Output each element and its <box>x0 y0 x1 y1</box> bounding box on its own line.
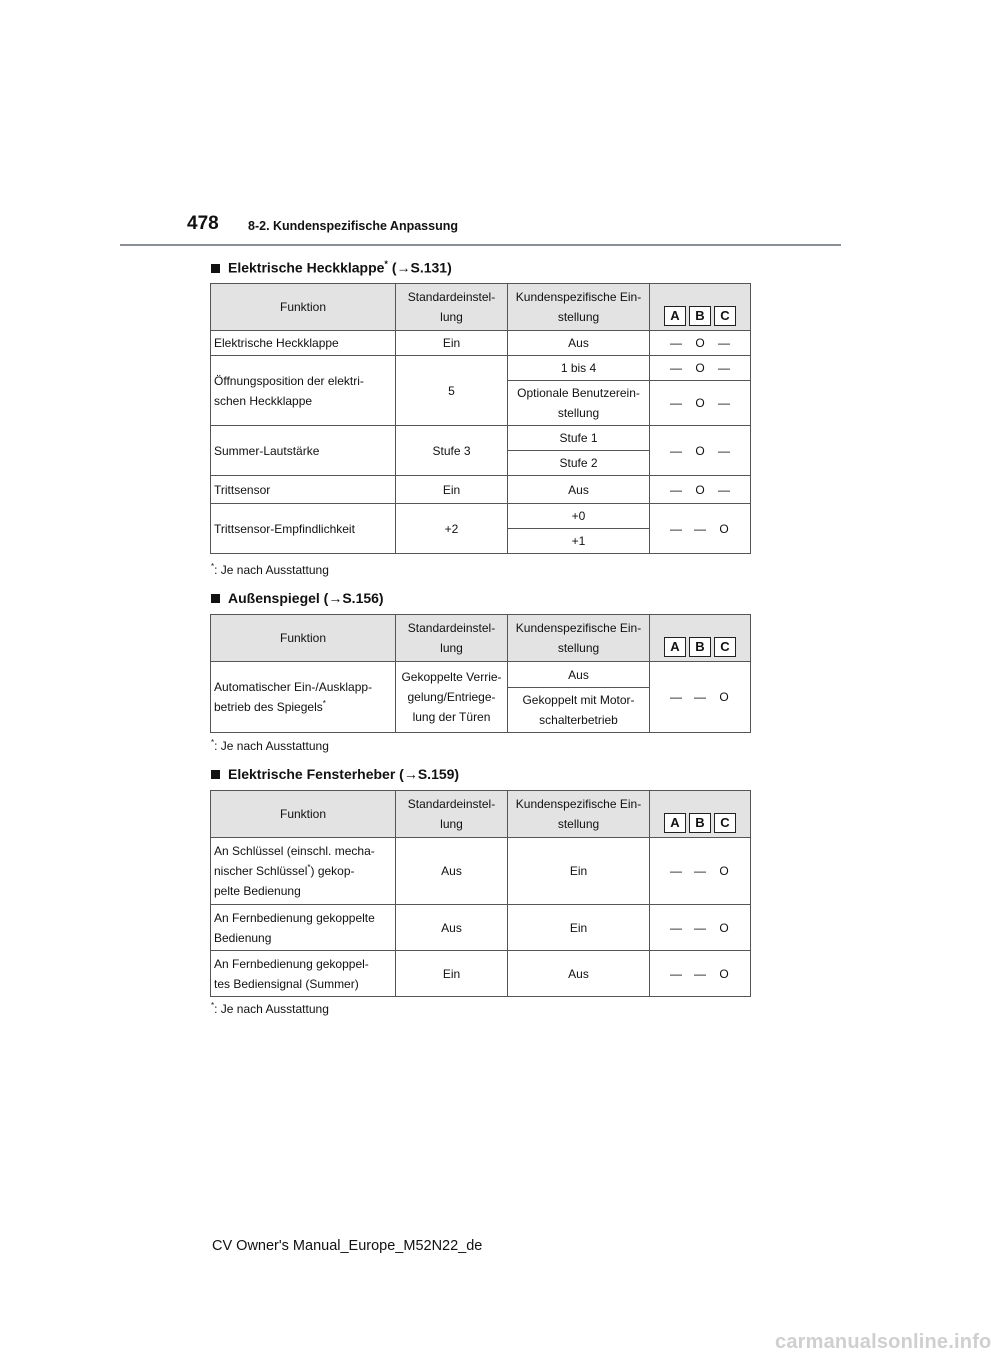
mark-c: — <box>718 443 730 458</box>
mark-b: — <box>694 864 706 878</box>
chapter-title: 8-2. Kundenspezifische Anpassung <box>248 219 458 233</box>
mark-b: O <box>695 361 705 375</box>
label-a: A <box>664 306 686 326</box>
table-row <box>211 331 751 356</box>
page-reference[interactable]: (→S.131) <box>387 259 452 276</box>
section-title: Außenspiegel <box>228 590 320 606</box>
table-row <box>211 426 751 451</box>
mark-b: — <box>694 966 706 981</box>
cell-funktion <box>211 838 396 905</box>
section-heading-fensterheber <box>211 766 459 782</box>
cell-custom: Stufe 1 <box>508 426 650 451</box>
page-reference[interactable]: (→S.159) <box>395 766 460 782</box>
cell-standard: Ein <box>396 331 508 356</box>
bullet-square-icon <box>211 264 220 273</box>
asterisk: * <box>211 1001 215 1010</box>
mark-c: — <box>718 396 730 410</box>
header-rule <box>120 244 841 246</box>
col-custom: Kundenspezifische Ein- stellung <box>508 791 650 838</box>
col-standard: Standardeinstel- lung <box>396 791 508 838</box>
label-b: B <box>689 306 711 326</box>
cell-custom: +1 <box>508 529 650 554</box>
col-abc <box>650 615 751 662</box>
asterisk: * <box>307 863 311 872</box>
cell-custom: Gekoppelt mit Motor- schalterbetrieb <box>508 688 650 733</box>
mark-b: O <box>695 443 705 458</box>
cell-funktion: Trittsensor-Empfindlichkeit <box>211 504 396 554</box>
cell-funktion-line: pelte Bedienung <box>214 884 301 898</box>
cell-standard: Aus <box>396 905 508 951</box>
table-fensterheber <box>210 790 751 997</box>
table-row <box>211 504 751 529</box>
cell-funktion: Trittsensor <box>211 476 396 504</box>
mark-b: O <box>695 396 705 410</box>
label-b: B <box>689 813 711 833</box>
section-heading-heckklappe <box>211 259 452 276</box>
table-row <box>211 838 751 905</box>
col-funktion: Funktion <box>211 615 396 662</box>
cell-funktion: Summer-Lautstärke <box>211 426 396 476</box>
footnote-text: : Je nach Ausstattung <box>214 739 329 753</box>
mark-c: O <box>719 690 729 704</box>
cell-standard: 5 <box>396 356 508 426</box>
cell-custom: Aus <box>508 662 650 688</box>
section-title: Elektrische Heckklappe <box>228 259 385 276</box>
cell-funktion: Öffnungsposition der elektri- schen Heckklappe <box>211 356 396 426</box>
bullet-square-icon <box>211 594 220 603</box>
col-funktion: Funktion <box>211 284 396 331</box>
table-row <box>211 951 751 997</box>
mark-b: — <box>694 920 706 935</box>
label-a: A <box>664 637 686 657</box>
mark-a: — <box>670 443 682 458</box>
mark-c: — <box>718 336 730 350</box>
col-standard: Standardeinstel- lung <box>396 284 508 331</box>
footnote-text: : Je nach Ausstattung <box>214 1002 329 1016</box>
watermark: carmanualsonline.info <box>775 1331 991 1353</box>
cell-funktion-line: betrieb des Spiegels <box>214 700 323 714</box>
page-reference[interactable]: (→S.156) <box>319 590 384 606</box>
footnote <box>211 738 329 753</box>
cell-custom: +0 <box>508 504 650 529</box>
footnote-text: : Je nach Ausstattung <box>214 563 329 577</box>
footer-text: CV Owner's Manual_Europe_M52N22_de <box>212 1238 483 1254</box>
col-standard: Standardeinstel- lung <box>396 615 508 662</box>
footnote <box>211 1001 329 1016</box>
mark-c: O <box>719 966 729 981</box>
cell-standard: Aus <box>396 838 508 905</box>
cell-funktion-line: Automatischer Ein-/Ausklapp- <box>214 680 373 694</box>
label-c: C <box>714 306 736 326</box>
col-custom: Kundenspezifische Ein- stellung <box>508 284 650 331</box>
cell-custom: Stufe 2 <box>508 451 650 476</box>
cell-custom: Ein <box>508 838 650 905</box>
mark-c: O <box>719 920 729 935</box>
cell-custom: Aus <box>508 331 650 356</box>
mark-c: — <box>718 361 730 375</box>
label-b: B <box>689 637 711 657</box>
mark-c: O <box>719 521 729 536</box>
cell-standard: Gekoppelte Verrie- gelung/Entriege- lung der Türen <box>396 662 508 733</box>
mark-b: — <box>694 690 706 704</box>
cell-custom: Optionale Benutzerein- stellung <box>508 381 650 426</box>
cell-custom: Ein <box>508 905 650 951</box>
table-heckklappe <box>210 283 751 554</box>
section-heading-aussenspiegel <box>211 590 384 606</box>
cell-standard: +2 <box>396 504 508 554</box>
section-title: Elektrische Fensterheber <box>228 766 396 782</box>
cell-funktion <box>211 662 396 733</box>
cell-funktion: An Fernbedienung gekoppel- tes Bediensignal (Summer) <box>211 951 396 997</box>
table-row <box>211 662 751 688</box>
table-row <box>211 356 751 381</box>
cell-funktion-line: nischer Schlüssel <box>214 864 308 878</box>
col-custom: Kundenspezifische Ein- stellung <box>508 615 650 662</box>
cell-custom: Aus <box>508 951 650 997</box>
mark-c: O <box>719 864 729 878</box>
footnote <box>211 562 329 577</box>
cell-standard: Stufe 3 <box>396 426 508 476</box>
label-a: A <box>664 813 686 833</box>
asterisk: * <box>322 699 326 708</box>
cell-custom: 1 bis 4 <box>508 356 650 381</box>
mark-a: — <box>670 396 682 410</box>
col-abc <box>650 284 751 331</box>
mark-b: O <box>695 482 705 497</box>
col-abc <box>650 791 751 838</box>
mark-a: — <box>670 920 682 935</box>
label-c: C <box>714 813 736 833</box>
label-c: C <box>714 637 736 657</box>
bullet-square-icon <box>211 770 220 779</box>
mark-a: — <box>670 690 682 704</box>
mark-a: — <box>670 361 682 375</box>
col-funktion: Funktion <box>211 791 396 838</box>
mark-a: — <box>670 521 682 536</box>
asterisk: * <box>384 259 388 269</box>
cell-funktion: An Fernbedienung gekoppelte Bedienung <box>211 905 396 951</box>
cell-funktion-line: ) gekop- <box>310 864 355 878</box>
table-row <box>211 905 751 951</box>
cell-funktion: Elektrische Heckklappe <box>211 331 396 356</box>
mark-a: — <box>670 336 682 350</box>
mark-a: — <box>670 482 682 497</box>
mark-a: — <box>670 966 682 981</box>
asterisk: * <box>211 562 215 571</box>
cell-standard: Ein <box>396 476 508 504</box>
mark-b: — <box>694 521 706 536</box>
asterisk: * <box>211 738 215 747</box>
mark-b: O <box>695 336 705 350</box>
table-aussenspiegel <box>210 614 751 733</box>
mark-c: — <box>718 482 730 497</box>
cell-funktion-line: An Schlüssel (einschl. mecha- <box>214 844 375 858</box>
cell-custom: Aus <box>508 476 650 504</box>
mark-a: — <box>670 864 682 878</box>
table-row <box>211 476 751 504</box>
page-number: 478 <box>187 213 219 234</box>
cell-standard: Ein <box>396 951 508 997</box>
